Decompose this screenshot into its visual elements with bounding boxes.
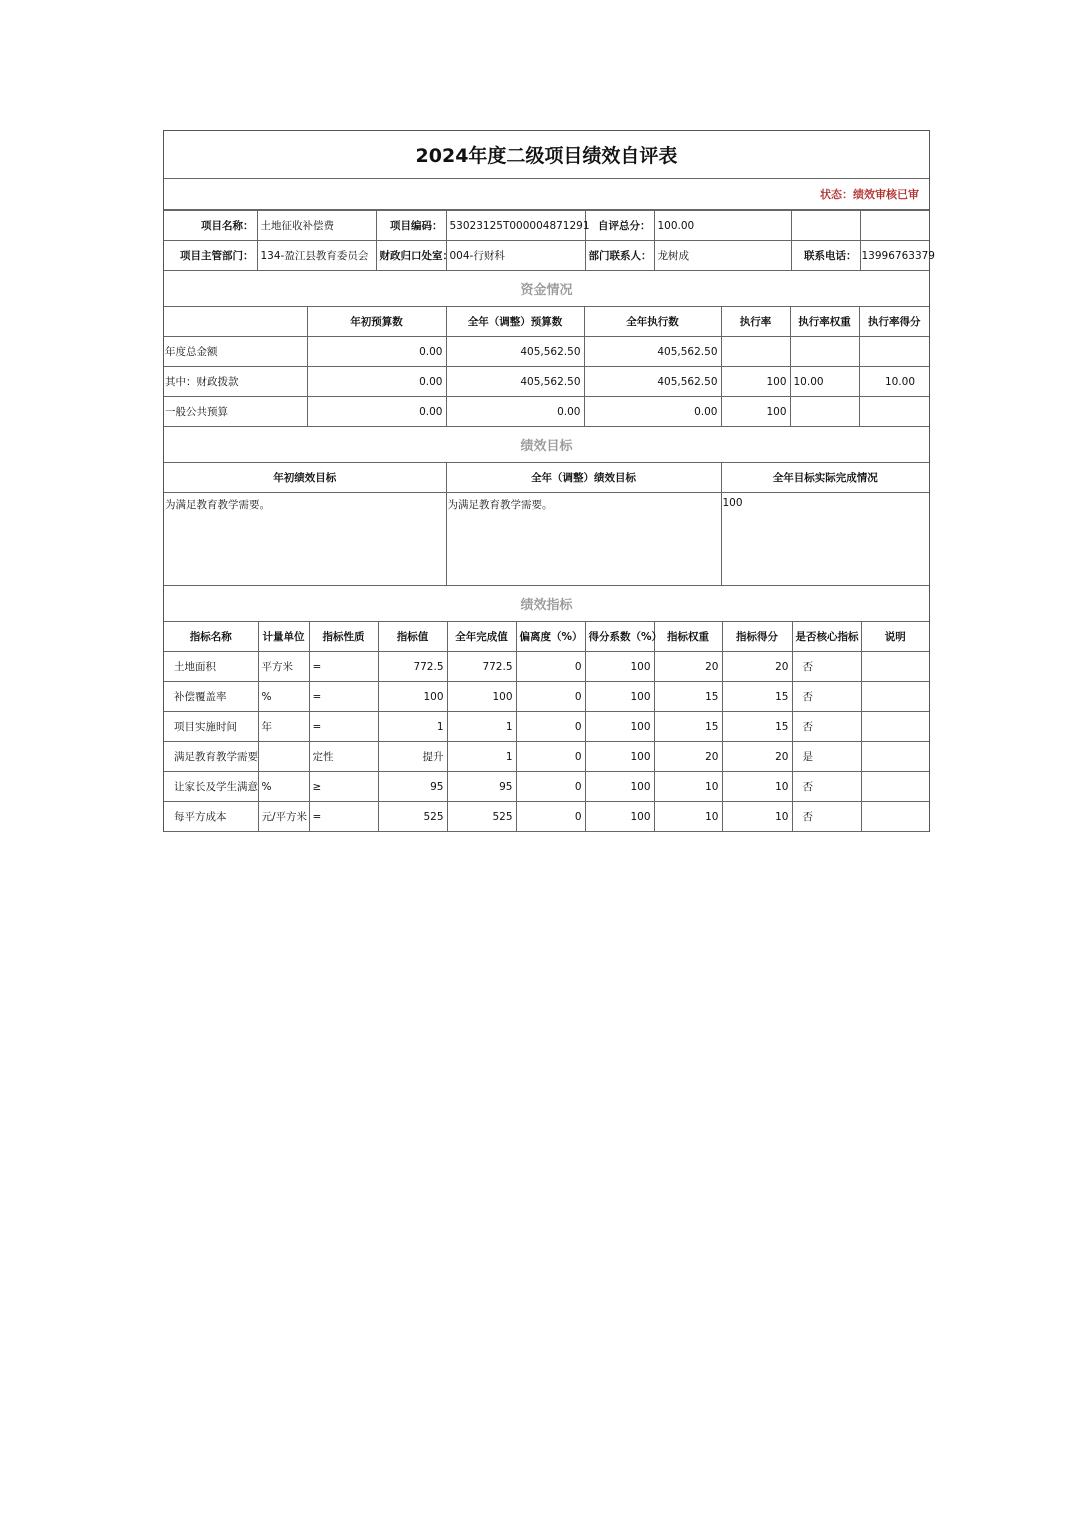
self-score-label: 自评总分： bbox=[585, 211, 654, 241]
indicator-cell: 补偿覆盖率 bbox=[164, 682, 258, 712]
self-score-value: 100.00 bbox=[654, 211, 791, 241]
indicator-cell: 0 bbox=[516, 652, 585, 682]
funds-cell: 10.00 bbox=[790, 367, 859, 397]
funds-row bbox=[164, 337, 929, 367]
actual-completion-text: 100 bbox=[721, 493, 929, 586]
funds-cell: 405,562.50 bbox=[584, 337, 721, 367]
indicator-cell bbox=[861, 742, 929, 772]
indicators-header: 指标得分 bbox=[722, 622, 792, 652]
indicator-cell bbox=[258, 742, 309, 772]
funds-cell: 10.00 bbox=[859, 367, 929, 397]
funds-cell bbox=[859, 337, 929, 367]
indicator-cell: 20 bbox=[722, 652, 792, 682]
project-name-value: 土地征收补偿费 bbox=[257, 211, 376, 241]
indicators-header: 得分系数（%） bbox=[585, 622, 654, 652]
indicator-cell: 是 bbox=[792, 742, 861, 772]
indicator-cell: 否 bbox=[792, 682, 861, 712]
funds-cell bbox=[859, 397, 929, 427]
indicator-cell: 15 bbox=[722, 712, 792, 742]
funds-header: 执行率权重 bbox=[790, 307, 859, 337]
goals-header: 年初绩效目标 bbox=[164, 463, 446, 493]
funds-header-row bbox=[164, 307, 929, 337]
indicator-cell: 10 bbox=[722, 772, 792, 802]
indicator-cell: % bbox=[258, 682, 309, 712]
empty-cell bbox=[791, 211, 860, 241]
funds-row bbox=[164, 367, 929, 397]
indicator-row bbox=[164, 802, 929, 832]
goals-header-row bbox=[164, 463, 929, 493]
funds-header: 全年执行数 bbox=[584, 307, 721, 337]
indicator-cell: 20 bbox=[722, 742, 792, 772]
funds-cell: 0.00 bbox=[307, 367, 446, 397]
indicator-cell: 元/平方米 bbox=[258, 802, 309, 832]
indicator-cell: 10 bbox=[654, 802, 722, 832]
funds-cell: 0.00 bbox=[307, 337, 446, 367]
indicator-cell bbox=[861, 682, 929, 712]
funds-section-title: 资金情况 bbox=[164, 271, 929, 307]
indicators-header: 是否核心指标 bbox=[792, 622, 861, 652]
funds-cell: 100 bbox=[721, 397, 790, 427]
indicator-cell: 15 bbox=[654, 682, 722, 712]
funds-cell bbox=[790, 397, 859, 427]
indicators-section-title: 绩效指标 bbox=[164, 586, 929, 622]
indicator-cell: 项目实施时间 bbox=[164, 712, 258, 742]
indicator-cell: 100 bbox=[447, 682, 516, 712]
indicator-cell: 否 bbox=[792, 712, 861, 742]
indicator-cell: 100 bbox=[585, 742, 654, 772]
dept-value: 134-盈江县教育委员会 bbox=[257, 241, 376, 271]
indicator-cell: 95 bbox=[378, 772, 447, 802]
initial-goal-text: 为满足教育教学需要。 bbox=[164, 493, 446, 586]
indicator-cell: 让家长及学生满意 bbox=[164, 772, 258, 802]
indicator-cell: = bbox=[309, 652, 378, 682]
goals-header: 全年目标实际完成情况 bbox=[721, 463, 929, 493]
evaluation-sheet bbox=[163, 130, 935, 832]
funds-cell: 其中：财政拨款 bbox=[164, 367, 307, 397]
funds-cell: 0.00 bbox=[307, 397, 446, 427]
funds-header: 全年（调整）预算数 bbox=[446, 307, 584, 337]
indicator-cell: 15 bbox=[654, 712, 722, 742]
indicator-cell: 95 bbox=[447, 772, 516, 802]
dept-label: 项目主管部门： bbox=[164, 241, 257, 271]
indicator-cell: 1 bbox=[378, 712, 447, 742]
indicators-header-row bbox=[164, 622, 929, 652]
indicator-cell: 否 bbox=[792, 772, 861, 802]
indicators-table bbox=[164, 622, 929, 832]
indicator-cell: 每平方成本 bbox=[164, 802, 258, 832]
indicator-cell: 定性 bbox=[309, 742, 378, 772]
indicator-row bbox=[164, 652, 929, 682]
funds-cell bbox=[721, 337, 790, 367]
goals-row bbox=[164, 493, 929, 586]
indicator-cell: 土地面积 bbox=[164, 652, 258, 682]
indicator-cell: 0 bbox=[516, 742, 585, 772]
indicator-cell: 100 bbox=[585, 802, 654, 832]
indicator-cell: 平方米 bbox=[258, 652, 309, 682]
indicator-cell: = bbox=[309, 712, 378, 742]
indicators-header: 全年完成值 bbox=[447, 622, 516, 652]
indicator-cell: 0 bbox=[516, 802, 585, 832]
adjusted-goal-text: 为满足教育教学需要。 bbox=[446, 493, 721, 586]
indicators-header: 指标权重 bbox=[654, 622, 722, 652]
funds-cell: 405,562.50 bbox=[446, 367, 584, 397]
empty-cell bbox=[860, 211, 929, 241]
indicator-cell: 提升 bbox=[378, 742, 447, 772]
indicator-cell: = bbox=[309, 682, 378, 712]
indicator-row bbox=[164, 772, 929, 802]
indicator-cell: 100 bbox=[585, 682, 654, 712]
funds-cell: 0.00 bbox=[584, 397, 721, 427]
indicator-cell bbox=[861, 802, 929, 832]
phone-label: 联系电话： bbox=[791, 241, 860, 271]
contact-value: 龙树成 bbox=[654, 241, 791, 271]
goals-section-title: 绩效目标 bbox=[164, 427, 929, 463]
indicator-cell: 20 bbox=[654, 652, 722, 682]
status-text: 状态：绩效审核已审 bbox=[164, 179, 929, 210]
indicator-cell: 525 bbox=[447, 802, 516, 832]
funds-header: 执行率得分 bbox=[859, 307, 929, 337]
contact-label: 部门联系人： bbox=[585, 241, 654, 271]
indicator-cell: 0 bbox=[516, 772, 585, 802]
indicator-cell: 20 bbox=[654, 742, 722, 772]
funds-row bbox=[164, 397, 929, 427]
indicator-row bbox=[164, 712, 929, 742]
indicator-cell: 否 bbox=[792, 652, 861, 682]
funds-cell bbox=[790, 337, 859, 367]
indicator-cell: = bbox=[309, 802, 378, 832]
indicators-header: 计量单位 bbox=[258, 622, 309, 652]
indicators-header: 偏离度（%） bbox=[516, 622, 585, 652]
indicators-header: 指标名称 bbox=[164, 622, 258, 652]
funds-cell: 年度总金额 bbox=[164, 337, 307, 367]
info-table bbox=[164, 210, 935, 271]
indicator-cell: 0 bbox=[516, 712, 585, 742]
indicator-row bbox=[164, 682, 929, 712]
project-code-value: 53023125T000004871291 bbox=[446, 211, 585, 241]
funds-cell: 405,562.50 bbox=[584, 367, 721, 397]
funds-header: 执行率 bbox=[721, 307, 790, 337]
indicator-cell: 15 bbox=[722, 682, 792, 712]
indicator-cell: ≥ bbox=[309, 772, 378, 802]
indicator-cell: 100 bbox=[585, 772, 654, 802]
goals-header: 全年（调整）绩效目标 bbox=[446, 463, 721, 493]
indicator-cell bbox=[861, 772, 929, 802]
indicator-cell: 525 bbox=[378, 802, 447, 832]
finance-label: 财政归口处室： bbox=[376, 241, 446, 271]
project-name-label: 项目名称： bbox=[164, 211, 257, 241]
indicator-row bbox=[164, 742, 929, 772]
indicator-cell: 100 bbox=[585, 652, 654, 682]
indicators-header: 指标值 bbox=[378, 622, 447, 652]
indicator-cell: % bbox=[258, 772, 309, 802]
funds-cell: 100 bbox=[721, 367, 790, 397]
indicator-cell: 10 bbox=[654, 772, 722, 802]
indicator-cell bbox=[861, 712, 929, 742]
project-code-label: 项目编码： bbox=[376, 211, 446, 241]
funds-cell: 0.00 bbox=[446, 397, 584, 427]
indicator-cell: 772.5 bbox=[447, 652, 516, 682]
phone-value: 13996763379 bbox=[860, 241, 929, 271]
funds-cell: 405,562.50 bbox=[446, 337, 584, 367]
goals-table bbox=[164, 463, 929, 586]
indicator-cell: 10 bbox=[722, 802, 792, 832]
indicator-cell: 满足教育教学需要 bbox=[164, 742, 258, 772]
indicator-cell: 100 bbox=[378, 682, 447, 712]
indicator-cell: 否 bbox=[792, 802, 861, 832]
indicator-cell: 772.5 bbox=[378, 652, 447, 682]
finance-value: 004-行财科 bbox=[446, 241, 585, 271]
indicator-cell bbox=[861, 652, 929, 682]
funds-table bbox=[164, 307, 929, 427]
indicators-header: 指标性质 bbox=[309, 622, 378, 652]
sheet-title: 2024年度二级项目绩效自评表 bbox=[164, 131, 929, 179]
indicator-cell: 0 bbox=[516, 682, 585, 712]
indicator-cell: 1 bbox=[447, 742, 516, 772]
indicator-cell: 年 bbox=[258, 712, 309, 742]
indicator-cell: 1 bbox=[447, 712, 516, 742]
funds-header bbox=[164, 307, 307, 337]
funds-cell: 一般公共预算 bbox=[164, 397, 307, 427]
funds-header: 年初预算数 bbox=[307, 307, 446, 337]
indicator-cell: 100 bbox=[585, 712, 654, 742]
indicators-header: 说明 bbox=[861, 622, 929, 652]
